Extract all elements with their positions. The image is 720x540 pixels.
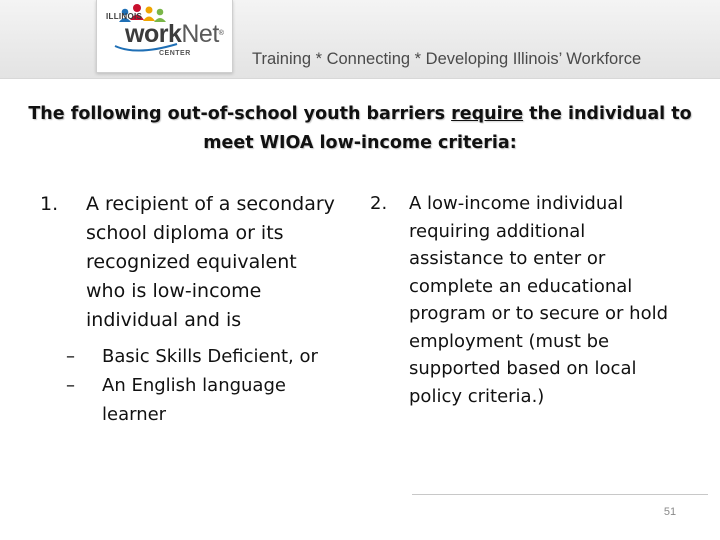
left-column bbox=[40, 190, 340, 429]
list-item-text: A recipient of a secondary school diploma or its recognized equivalent who is low-income individual and is bbox=[86, 193, 335, 331]
logo-registered-mark: ® bbox=[218, 30, 224, 37]
logo-wordmark bbox=[125, 20, 223, 48]
sub-list-text: An English language learner bbox=[102, 375, 286, 425]
right-column bbox=[370, 190, 680, 410]
sub-list-text: Basic Skills Deficient, or bbox=[102, 346, 318, 367]
header-tagline: Training * Connecting * Developing Illinois’ Workforce bbox=[252, 50, 642, 68]
logo-net-text: Net bbox=[181, 20, 219, 48]
list-item-text: A low-income individual requiring additional assistance to enter or complete an educational program or to secure or hold employment (must be supported based on local policy criteria.) bbox=[409, 193, 669, 407]
footer-divider bbox=[412, 494, 708, 495]
list-item-2 bbox=[370, 190, 680, 410]
logo-work-text: work bbox=[125, 20, 182, 48]
sub-list-marker: – bbox=[66, 375, 75, 396]
heading-part-1: The following out-of-school youth barriers bbox=[28, 104, 452, 124]
heading-part-2: the individual to meet WIOA low-income criteria: bbox=[203, 104, 692, 153]
header-banner bbox=[0, 0, 720, 79]
page-number: 51 bbox=[663, 506, 677, 518]
sub-list-item bbox=[66, 342, 340, 371]
heading-underlined-word: require bbox=[451, 104, 524, 124]
list-item-number: 1. bbox=[40, 193, 59, 215]
sub-list bbox=[40, 342, 340, 429]
sub-list-item bbox=[66, 371, 340, 429]
list-item-1 bbox=[40, 190, 340, 335]
logo-state-text: ILLINOIS bbox=[106, 12, 143, 21]
logo-center-text: CENTER bbox=[159, 50, 191, 57]
illinois-worknet-logo[interactable] bbox=[96, 0, 233, 73]
slide-heading bbox=[28, 100, 692, 158]
sub-list-marker: – bbox=[66, 346, 75, 367]
list-item-number: 2. bbox=[370, 193, 388, 214]
